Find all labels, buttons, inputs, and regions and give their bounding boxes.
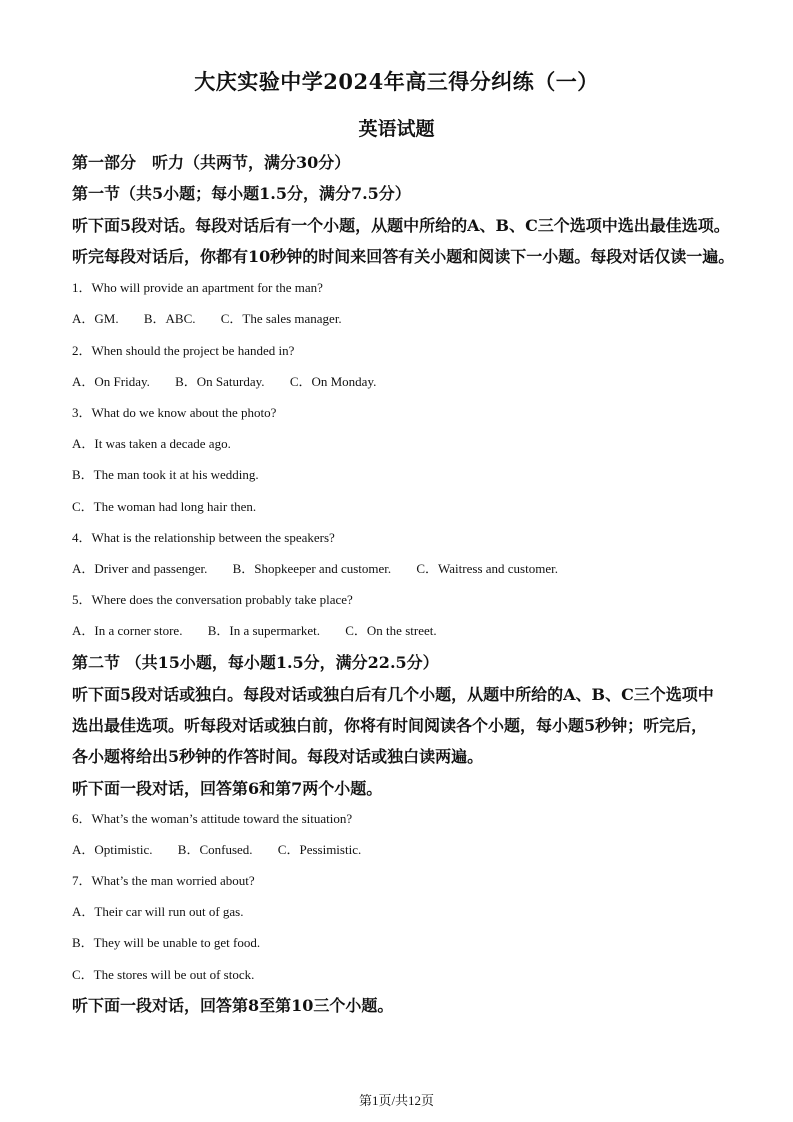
section2-instruction-3: 各小题将给出5秒钟的作答时间。每段对话或独白读两遍。	[72, 747, 484, 766]
question-2-stem: 2．When should the project be handed in?	[72, 343, 295, 358]
section1-instruction-2: 听完每段对话后，你都有10秒钟的时间来回答有关小题和阅读下一小题。每段对话仅读一遍。	[72, 247, 735, 266]
dialog-6-7-instruction: 听下面一段对话，回答第6和第7两个小题。	[72, 779, 383, 798]
question-6-stem: 6．What’s the woman’s attitude toward the situation?	[72, 811, 353, 826]
q7-option-b: B．They will be unable to get food.	[72, 935, 261, 950]
question-4-options	[72, 558, 580, 577]
dialog-8-10-instruction: 听下面一段对话，回答第8至第10三个小题。	[72, 996, 394, 1015]
question-7-stem: 7．What’s the man worried about?	[72, 873, 255, 888]
question-6-options	[72, 839, 383, 858]
page-title: 大庆实验中学2024年高三得分纠练（一）	[194, 69, 599, 94]
q1-option-b: B．ABC.	[143, 311, 196, 326]
q3-option-c: C．The woman had long hair then.	[72, 499, 257, 514]
question-1-options	[72, 308, 364, 327]
q1-option-a: A．GM.	[72, 311, 119, 326]
section2-instruction-2: 选出最佳选项。听每段对话或独白前，你将有时间阅读各个小题，每小题5秒钟；听完后，	[72, 716, 708, 735]
q6-option-c: C．Pessimistic.	[277, 842, 362, 857]
q3-option-a: A．It was taken a decade ago.	[72, 436, 231, 451]
question-4-stem: 4．What is the relationship between the speakers?	[72, 530, 335, 545]
section2-heading: 第二节 （共15小题，每小题1.5分，满分22.5分）	[72, 653, 439, 672]
q6-option-b: B．Confused.	[177, 842, 253, 857]
q7-option-a: A．Their car will run out of gas.	[72, 904, 244, 919]
section1-instruction-1: 听下面5段对话。每段对话后有一个小题，从题中所给的A、B、C三个选项中选出最佳选项。	[72, 216, 730, 235]
question-5-stem: 5．Where does the conversation probably take place?	[72, 592, 353, 607]
page-subtitle: 英语试题	[358, 118, 435, 140]
q5-option-a: A．In a corner store.	[72, 623, 183, 638]
part-heading: 第一部分 听力（共两节，满分30分）	[72, 153, 351, 172]
question-2-options	[72, 371, 398, 390]
q2-option-a: A．On Friday.	[72, 374, 150, 389]
question-5-options	[72, 620, 459, 639]
page-number-footer: 第1页/共12页	[358, 1093, 435, 1108]
q7-option-c: C．The stores will be out of stock.	[72, 967, 255, 982]
q6-option-a: A．Optimistic.	[72, 842, 153, 857]
q2-option-b: B．On Saturday.	[175, 374, 265, 389]
q4-option-a: A．Driver and passenger.	[72, 561, 208, 576]
question-3-stem: 3．What do we know about the photo?	[72, 405, 277, 420]
q2-option-c: C．On Monday.	[289, 374, 377, 389]
q3-option-b: B．The man took it at his wedding.	[72, 467, 259, 482]
q1-option-c: C．The sales manager.	[220, 311, 342, 326]
q4-option-c: C．Waitress and customer.	[416, 561, 558, 576]
section1-heading: 第一节（共5小题；每小题1.5分，满分7.5分）	[72, 184, 411, 203]
section2-instruction-1: 听下面5段对话或独白。每段对话或独白后有几个小题，从题中所给的A、B、C三个选项中	[72, 685, 714, 704]
q4-option-b: B．Shopkeeper and customer.	[232, 561, 392, 576]
question-1-stem: 1．Who will provide an apartment for the man?	[72, 280, 323, 295]
q5-option-b: B．In a supermarket.	[207, 623, 320, 638]
q5-option-c: C．On the street.	[345, 623, 437, 638]
